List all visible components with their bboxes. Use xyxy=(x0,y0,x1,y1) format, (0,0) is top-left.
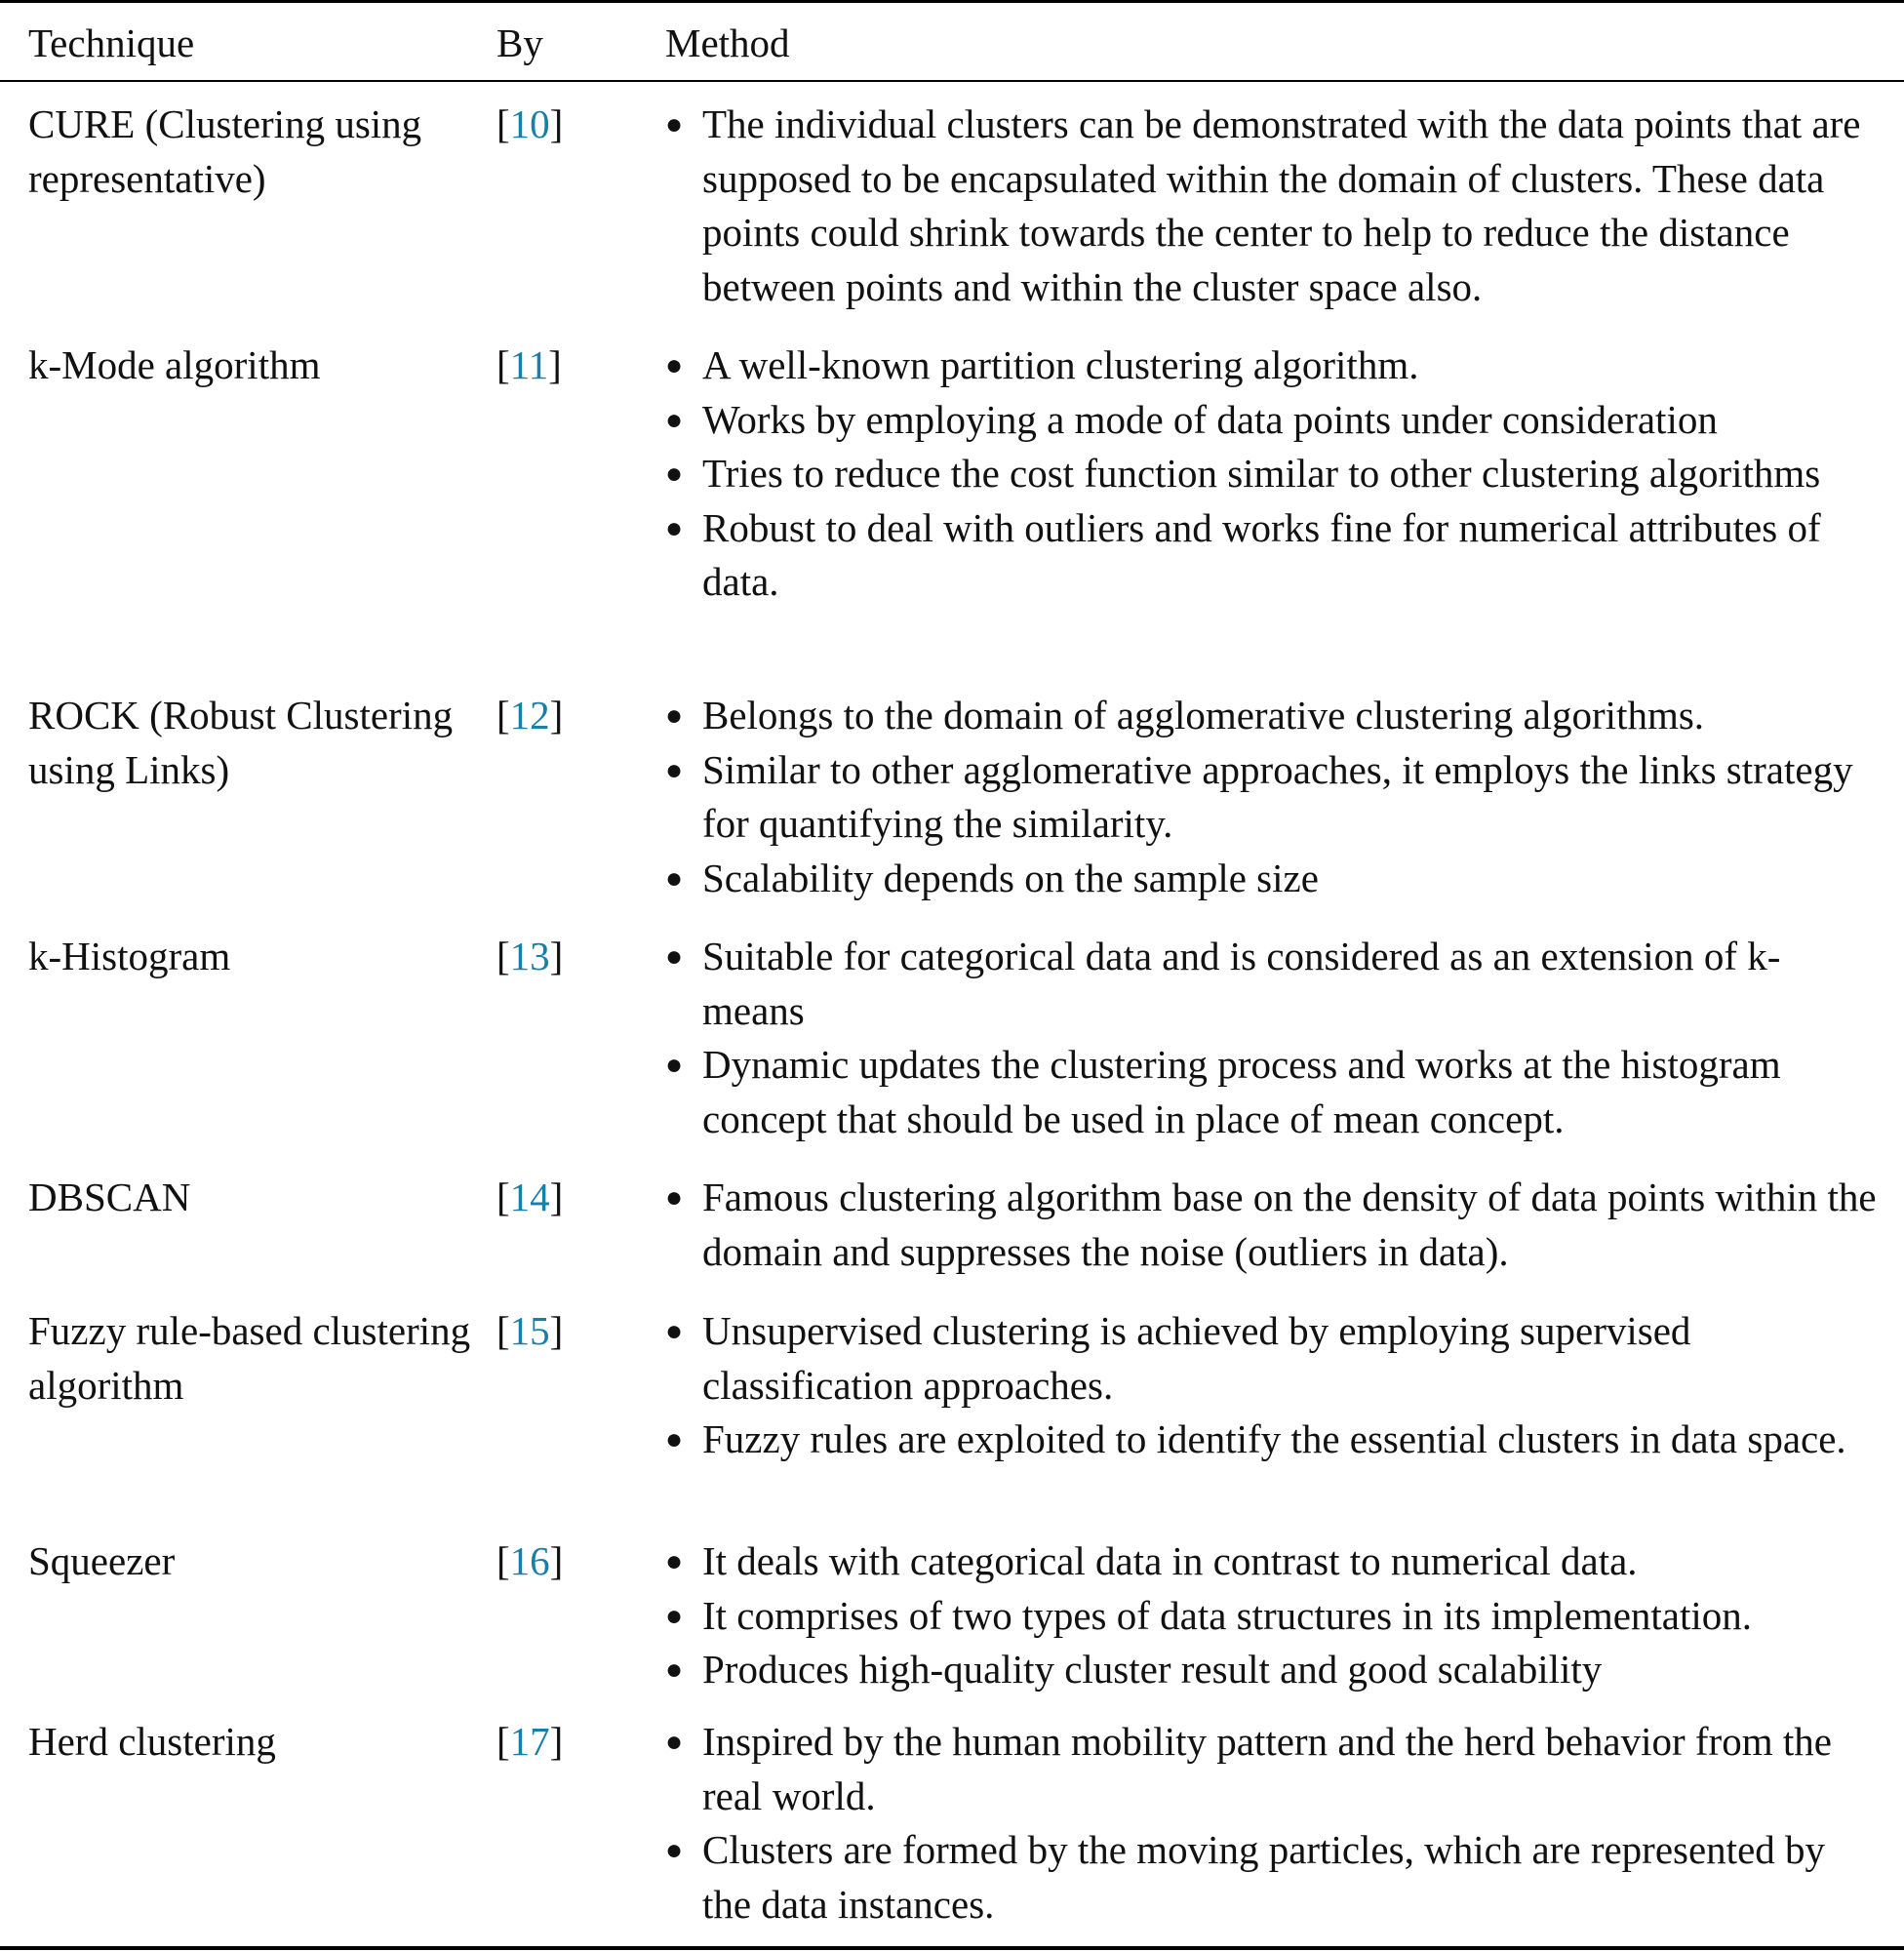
method-item: ● Dynamic updates the clustering process and works at the histogram concept that should be used in place of mean concept. xyxy=(665,1038,1881,1146)
technique-cell: Fuzzy rule-based clustering algorithm xyxy=(28,1308,471,1408)
citation-link[interactable]: 14 xyxy=(509,1175,550,1219)
method-item: ● Produces high-quality cluster result and good scalability xyxy=(665,1643,1881,1697)
reference-cell: [11] xyxy=(496,342,562,387)
bullet-icon: ● xyxy=(665,1049,684,1081)
citation-link[interactable]: 16 xyxy=(509,1538,550,1583)
technique-cell: k-Histogram xyxy=(28,934,231,978)
method-list xyxy=(665,1715,1881,1932)
reference-cell: [13] xyxy=(496,934,564,978)
method-list xyxy=(665,689,1881,905)
citation-link[interactable]: 15 xyxy=(509,1308,550,1353)
bullet-icon: ● xyxy=(665,753,684,786)
bullet-icon: ● xyxy=(665,861,684,895)
technique-cell: Herd clustering xyxy=(28,1719,276,1764)
method-item: ● The individual clusters can be demonstrated with the data points that are supposed to be encapsulated within the domain of clusters. These data points could shrink towards the center to help to reduce the distance between points and within the cluster space also. xyxy=(665,98,1881,314)
bullet-icon: ● xyxy=(665,108,684,140)
reference-cell: [12] xyxy=(496,693,564,737)
method-item: ● Belongs to the domain of agglomerative clustering algorithms. xyxy=(665,689,1881,743)
table-header xyxy=(0,16,1904,70)
method-list xyxy=(665,1171,1881,1279)
reference-cell: [15] xyxy=(496,1308,564,1353)
technique-cell: ROCK (Robust Clustering using Links) xyxy=(28,693,454,792)
reference-cell: [10] xyxy=(496,101,564,146)
bullet-icon: ● xyxy=(665,349,684,381)
citation-link[interactable]: 10 xyxy=(509,101,550,146)
citation-link[interactable]: 12 xyxy=(509,693,550,737)
reference-cell: [14] xyxy=(496,1175,564,1219)
reference-cell: [16] xyxy=(496,1538,564,1583)
method-item: ● Famous clustering algorithm base on the density of data points within the domain and suppresses the noise (outliers in data). xyxy=(665,1171,1881,1279)
method-item: ● It deals with categorical data in contrast to numerical data. xyxy=(665,1534,1881,1589)
top-rule xyxy=(0,0,1904,3)
bullet-icon: ● xyxy=(665,403,684,436)
technique-cell: DBSCAN xyxy=(28,1175,191,1219)
technique-cell: Squeezer xyxy=(28,1538,176,1583)
technique-cell: CURE (Clustering using representative) xyxy=(28,101,422,201)
method-item: ● Clusters are formed by the moving particles, which are represented by the data instances. xyxy=(665,1823,1881,1932)
bullet-icon: ● xyxy=(665,1726,684,1758)
bullet-icon: ● xyxy=(665,1599,684,1632)
method-item: ● Similar to other agglomerative approaches, it employs the links strategy for quantifying the similarity. xyxy=(665,743,1881,852)
method-item: ● Robust to deal with outliers and works fine for numerical attributes of data. xyxy=(665,501,1881,610)
citation-link[interactable]: 17 xyxy=(509,1719,550,1764)
citation-link[interactable]: 11 xyxy=(509,342,549,387)
method-list xyxy=(665,98,1881,314)
method-item: ● Fuzzy rules are exploited to identify the essential clusters in data space. xyxy=(665,1413,1881,1467)
method-item: ● Inspired by the human mobility pattern and the herd behavior from the real world. xyxy=(665,1715,1881,1823)
header-by: By xyxy=(496,20,543,65)
bullet-icon: ● xyxy=(665,511,684,544)
method-item: ● Unsupervised clustering is achieved by employing supervised classification approaches. xyxy=(665,1304,1881,1413)
bullet-icon: ● xyxy=(665,1653,684,1686)
technique-cell: k-Mode algorithm xyxy=(28,342,321,387)
bullet-icon: ● xyxy=(665,1315,684,1347)
bullet-icon: ● xyxy=(665,458,684,490)
method-item: ● It comprises of two types of data structures in its implementation. xyxy=(665,1589,1881,1644)
bullet-icon: ● xyxy=(665,699,684,732)
method-item: ● Suitable for categorical data and is considered as an extension of k-means xyxy=(665,930,1881,1038)
bottom-rule xyxy=(0,1946,1904,1950)
method-list xyxy=(665,1304,1881,1467)
reference-cell: [17] xyxy=(496,1719,564,1764)
bullet-icon: ● xyxy=(665,1181,684,1214)
method-item: ● Works by employing a mode of data points under consideration xyxy=(665,393,1881,448)
bullet-icon: ● xyxy=(665,1545,684,1577)
method-item: ● Scalability depends on the sample size xyxy=(665,852,1881,906)
method-item: ● Tries to reduce the cost function similar to other clustering algorithms xyxy=(665,447,1881,501)
method-list xyxy=(665,339,1881,610)
bullet-icon: ● xyxy=(665,1834,684,1866)
citation-link[interactable]: 13 xyxy=(509,934,550,978)
method-list xyxy=(665,930,1881,1146)
header-technique: Technique xyxy=(28,20,195,65)
bullet-icon: ● xyxy=(665,1423,684,1455)
method-item: ● A well-known partition clustering algorithm. xyxy=(665,339,1881,393)
header-rule xyxy=(0,80,1904,82)
bullet-icon: ● xyxy=(665,940,684,973)
method-list xyxy=(665,1534,1881,1697)
header-method: Method xyxy=(665,20,790,65)
